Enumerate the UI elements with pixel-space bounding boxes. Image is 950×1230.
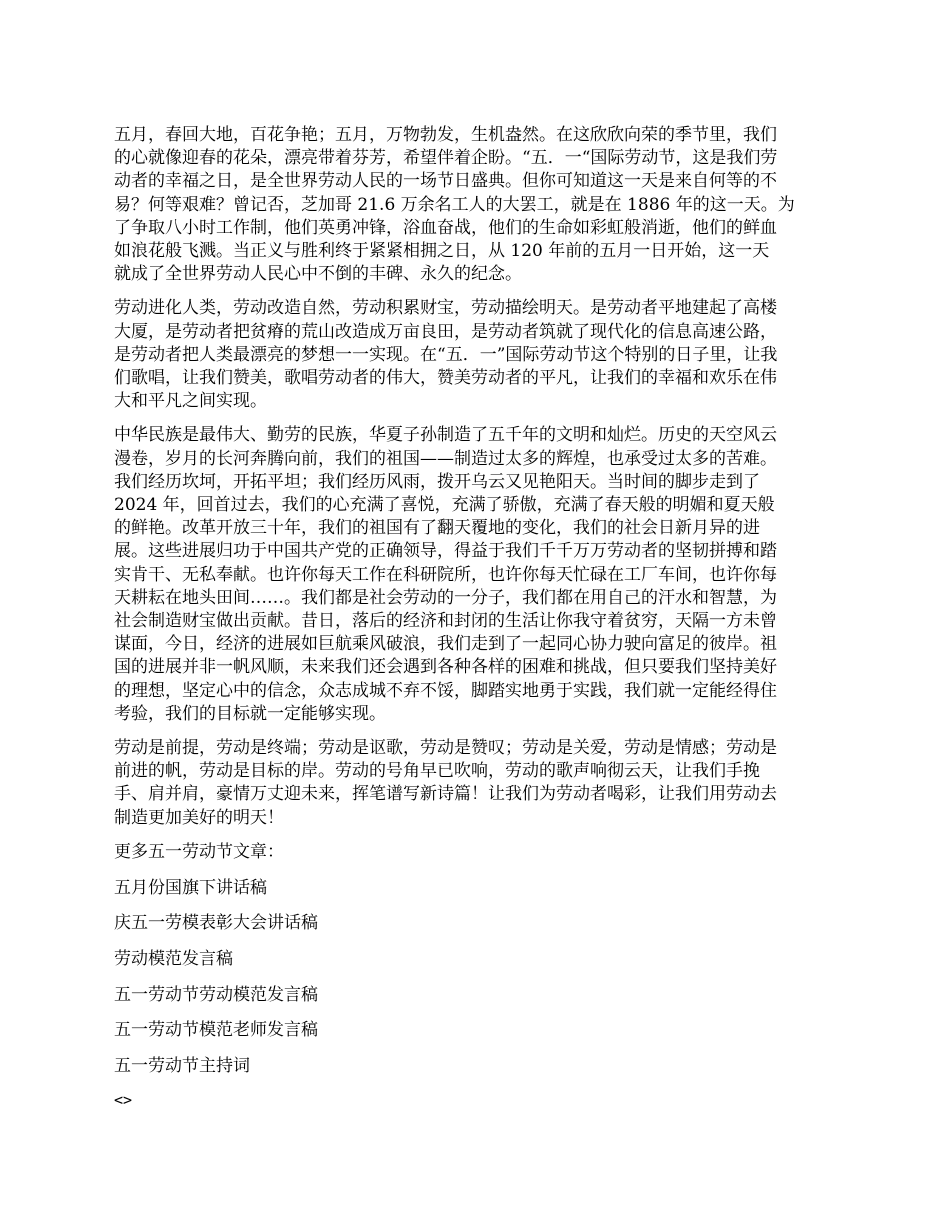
article-paragraph-3: 中华民族是最伟大、勤劳的民族，华夏子孙制造了五千年的文明和灿烂。历史的天空风云 漫卷，岁月的长河奔腾向前，我们的祖国——制造过太多的辉煌，也承受过太多的苦难。 我们经历坎坷，开拓平坦；我们经历风雨，拨开乌云又见艳阳天。当时间的脚步走到了 2024 年，回首过去，我们的心充满了喜悦，充满了骄傲，充满了春天般的明媚和夏天般 的鲜艳。改革开放三十年，我们的祖国有了翻天覆地的变化，我们的社会日新月异的进 展。这些进展归功于中国共产党的正确领导，得益于我们千千万万劳动者的坚韧拼搏和踏 实肯干、无私奉献。也许你每天工作在科研院所，也许你每天忙碌在工厂车间，也许你每 天耕耘在地头田间……。我们都是社会劳动的一分子，我们都在用自己的汗水和智慧，为 社会制造财宝做出贡献。昔日，落后的经济和封闭的生活让你我守着贫穷，天隔一方未曾 谋面，今日，经济的进展如巨航乘风破浪，我们走到了一起同心协力驶向富足的彼岸。祖 国的进展并非一帆风顺，未来我们还会遇到各种各样的困难和挑战，但只要我们坚持美好 的理想，坚定心中的信念，众志成城不弃不馁，脚踏实地勇于实践，我们就一定能经得住 考验，我们的目标就一定能够实现。 [114,425,777,724]
related-link-item [114,948,842,971]
related-link[interactable]: 五一劳动节模范老师发言稿 [114,1020,318,1041]
related-link[interactable]: 五一劳动节劳动模范发言稿 [114,984,318,1005]
article-paragraph-2: 劳动进化人类，劳动改造自然，劳动积累财宝，劳动描绘明天。是劳动者平地建起了高楼 大厦，是劳动者把贫瘠的荒山改造成万亩良田，是劳动者筑就了现代化的信息高速公路， 是劳动者把人类最漂亮的梦想一一实现。在“五．一”国际劳动节这个特别的日子里，让我 们歌唱，让我们赞美，歌唱劳动者的伟大，赞美劳动者的平凡，让我们的幸福和欢乐在伟 大和平凡之间实现。 [114,298,778,412]
pagination-arrows[interactable]: <> [114,1091,133,1110]
related-link-item [114,984,842,1007]
article-paragraph-1: 五月，春回大地，百花争艳；五月，万物勃发，生机盎然。在这欣欣向荣的季节里，我们 的心就像迎春的花朵，漂亮带着芬芳，希望伴着企盼。“五．一“国际劳动节，这是我们劳 动者的幸福之日，是全世界劳动人民的一场节日盛典。但你可知道这一天是来自何等的不 易？何等艰难？曾记否，芝加哥 21.6 万余名工人的大罢工，就是在 1886 年的这一天。为 了争取八小时工作制，他们英勇冲锋，浴血奋战，他们的生命如彩虹般消逝，他们的鲜血 如浪花般飞溅。当正义与胜利终于紧紧相拥之日，从 120 年前的五月一日开始，这一天 就成了全世界劳动人民心中不倒的丰碑、永久的纪念。 [114,125,795,285]
related-link-item [114,912,842,935]
related-link-item [114,877,842,900]
related-articles [114,841,842,1078]
related-link-item [114,1055,842,1078]
article-body [114,124,842,830]
document-page [114,124,842,1110]
related-articles-heading: 更多五一劳动节文章： [114,841,284,862]
related-link-item [114,1019,842,1042]
related-link[interactable]: 五月份国旗下讲话稿 [114,877,267,898]
related-link[interactable]: 劳动模范发言稿 [114,949,233,970]
related-links-list [114,877,842,1078]
related-link[interactable]: 庆五一劳模表彰大会讲话稿 [114,913,318,934]
article-paragraph-4: 劳动是前提，劳动是终端；劳动是讴歌，劳动是赞叹；劳动是关爱，劳动是情感；劳动是 前进的帆，劳动是目标的岸。劳动的号角早已吹响，劳动的歌声响彻云天，让我们手挽 手、肩并肩，豪情万丈迎未来，挥笔谱写新诗篇！让我们为劳动者喝彩，让我们用劳动去 制造更加美好的明天！ [114,738,777,828]
related-link[interactable]: 五一劳动节主持词 [114,1055,250,1076]
